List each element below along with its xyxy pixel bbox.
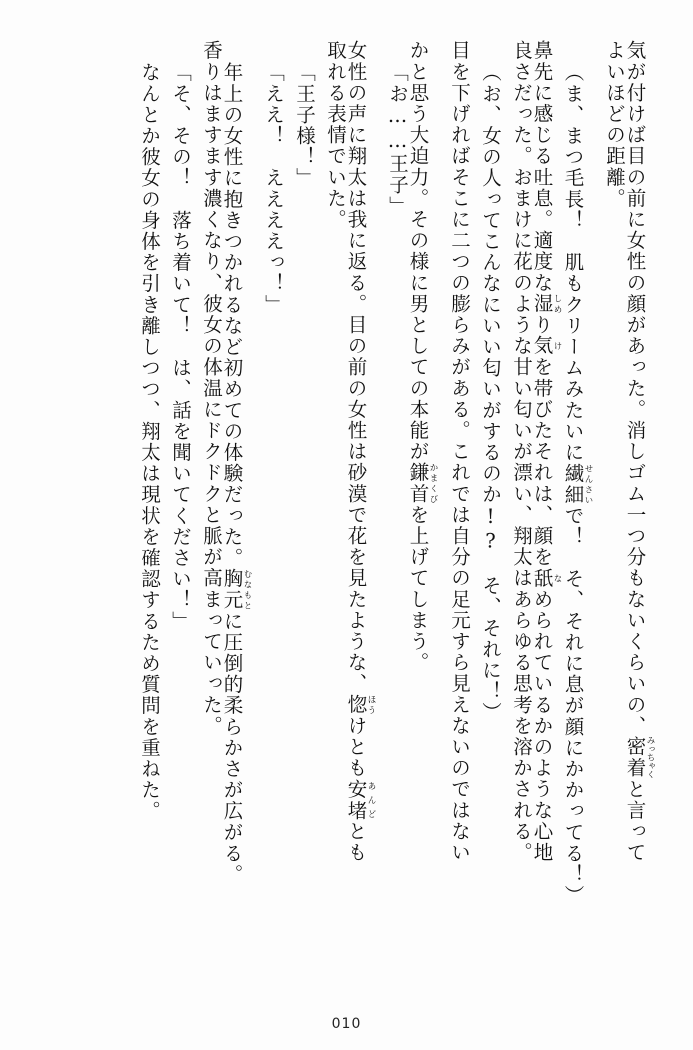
text-column: 良さだった。おまけに花のような甘い匂いが漂い、翔太はあらゆる思考を溶かされる。	[510, 40, 533, 863]
text-column: 「お……王子」	[386, 62, 409, 217]
page-number: 010	[331, 1016, 362, 1032]
text-column: 香りはますます濃くなり、彼女の体温にドクドクと脈が高まっていった。	[200, 40, 223, 737]
text-column: 「王子様！」	[293, 62, 316, 189]
text-column: 年上の女性に抱きつかれるなど初めての体験だった。胸元むなもとに圧倒的柔らかさが広がる。	[220, 62, 252, 885]
text-column: （お、女の人ってこんなにいい匂いがするのか!? そ、それに！）	[479, 62, 502, 724]
text-column: 女性の声に翔太は我に返る。目の前の女性は砂漠で花を見たような、惚ほうけとも安堵あんどとも	[344, 40, 376, 863]
vertical-text-block	[38, 40, 655, 970]
text-column: よいほどの距離。	[603, 40, 626, 209]
text-column: 鼻先に感じる吐息。適度な湿しめり気けを帯びたそれは、顔を舐なめられているかのような心地	[530, 40, 562, 863]
text-column: 気が付けば目の前に女性の顔があった。消しゴム一つ分もないくらいの、密着みっちゃくと言って	[623, 40, 655, 864]
text-column: なんとか彼女の身体を引き離しつつ、翔太は現状を確認するため質問を重ねた。	[138, 62, 161, 822]
text-column: 「ええ！ ええええっ！」	[262, 62, 285, 316]
text-column: かと思う大迫力。その様に男としての本能が鎌首かまくびを上げてしまう。	[406, 40, 438, 674]
text-column: 取れる表情でいた。	[324, 40, 347, 230]
text-column: （ま、まつ毛長！ 肌もクリームみたいに繊細せんさいで！ そ、それに息が顔にかかってる！）	[561, 62, 593, 907]
text-column: 「そ、その！ 落ち着いて！ は、話を聞いてください！」	[169, 62, 192, 632]
text-column: 目を下げればそこに二つの膨らみがある。これでは自分の足元すら見えないのではない	[448, 40, 471, 863]
